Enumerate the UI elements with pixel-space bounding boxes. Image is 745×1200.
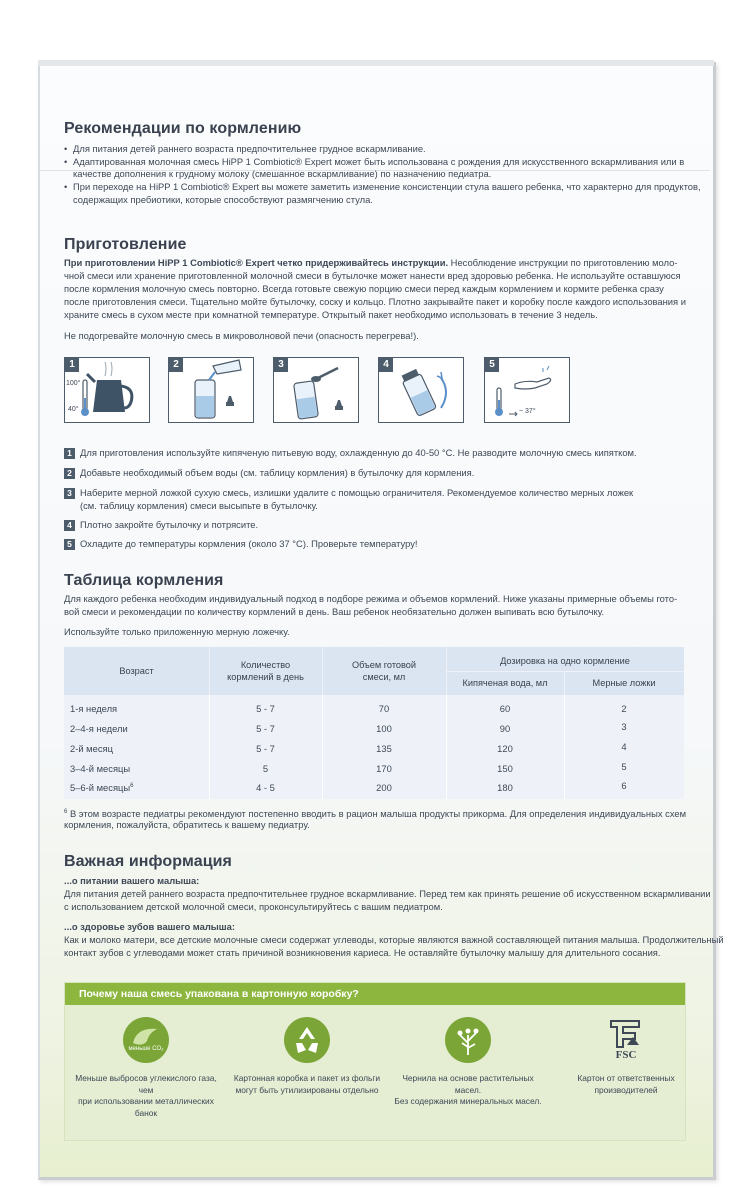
step-instruction-4 <box>64 519 258 532</box>
fsc-icon <box>601 1015 651 1065</box>
preparation-bold-intro: При приготовлении HiPP 1 Combiotic® Expert четко придерживайтесь инструкции. <box>64 257 449 268</box>
header-dosage: Дозировка на одно кормление <box>500 656 630 666</box>
step-icon-4 <box>378 357 464 423</box>
table-footnote-continued: кормления, пожалуйста, обратитесь к вашему педиатру. <box>64 819 310 830</box>
carton-box-panel <box>64 982 686 1141</box>
step-number: 2 <box>64 468 75 479</box>
step-number: 1 <box>65 358 79 372</box>
table-footnote: $^6$ В этом возрасте педиатры рекомендуют постепенно вводить в рацион малыша продукты прикорма. Для определения индивидуальных схем <box>64 808 687 820</box>
step-icon-3 <box>273 357 359 423</box>
step-icon-2 <box>168 357 254 423</box>
preparation-line: после кормления молочную смесь повторно. Всегда готовьте свежую порцию смеси перед каждым кормлением и кормите ребенка сразу <box>64 283 664 294</box>
step-icon-1 <box>64 357 150 423</box>
feeding-table: Возраст Количество кормлений в день Объем готовой смеси, мл Дозировка на одно кормление Кипяченая вода, мл Мерные ложки 1-я неделя 5 - 7 70 60 2 2–4-я недели 5 - 7 100 90 3 2-й месяц 5 - 7 135 120 4 3–4-й месяцы 5 170 150 5 5–6-й месяцы$^6$ 4 - 5 200 180 6 <box>64 647 684 799</box>
step-instruction-1 <box>64 447 637 460</box>
step-number: 4 <box>64 520 75 531</box>
preparation-warning: Не подогревайте молочную смесь в микроволновой печи (опасность перегрева!). <box>64 330 419 341</box>
important-subtitle: ...о здоровье зубов вашего малыша: <box>64 921 235 932</box>
step-text: Добавьте необходимый объем воды (см. таблицу кормления) в бутылочку для кормления. <box>80 467 475 478</box>
caption-recycle: Картонная коробка и пакет из фольги могут быть утилизированы отдельно <box>233 1073 381 1095</box>
plant-icon <box>445 1017 491 1063</box>
important-text: Для питания детей раннего возраста предпочтительнее грудное вскармливание. Перед тем как принять решение об искусственном вскармливании <box>64 888 711 899</box>
step-instruction-2 <box>64 467 474 480</box>
header-age: Возраст <box>119 666 154 676</box>
temp-body-label: ~ 37° <box>519 408 536 415</box>
recommendation-bullet: • Для питания детей раннего возраста предпочтительнее грудное вскармливание. <box>64 143 426 156</box>
header-spoons: Мерные ложки <box>592 678 656 688</box>
co2-icon <box>123 1017 169 1063</box>
preparation-line: чной смеси или хранение приготовленной молочной смеси в бутылочке может нанести вред здоровью ребенка. Не используйте оставшуюся <box>64 270 681 281</box>
step-text-continued: (см. таблицу кормления) смеси высыпьте в бутылочку. <box>80 499 318 511</box>
step-number: 4 <box>379 358 393 372</box>
important-text: с использованием детской молочной смеси, проконсультируйтесь с вашим педиатром. <box>64 901 443 912</box>
step-number: 5 <box>485 358 499 372</box>
step-text: Для приготовления используйте кипяченую питьевую воду, охлажденную до 40-50 °C. Не разводите молочную смесь кипятком. <box>80 447 637 458</box>
recommendations-title: Рекомендации по кормлению <box>64 120 302 137</box>
step-number: 1 <box>64 448 75 459</box>
step-instruction-5 <box>64 538 418 551</box>
important-subtitle: ...о питании вашего малыша: <box>64 875 200 886</box>
step-instruction-3 <box>64 487 633 512</box>
header-count: Количество кормлений в день <box>227 660 304 682</box>
feeding-line: Используйте только приложенную мерную ложечку. <box>64 626 290 637</box>
recommendation-continued: содержащих пребиотики, которые способствуют размягчению стула. <box>73 194 373 205</box>
recycle-icon <box>284 1017 330 1063</box>
panel-title: Почему наша смесь упакована в картонную коробку? <box>79 988 359 1000</box>
step-text: Наберите мерной ложкой сухую смесь, излишки удалите с помощью ограничителя. Рекомендуемое количество мерных ложек <box>80 487 634 498</box>
fsc-label: FSC <box>615 1049 637 1061</box>
step-number: 3 <box>64 488 75 499</box>
panel-header <box>65 983 685 1005</box>
preparation-line: Несоблюдение инструкции по приготовлению моло- <box>450 257 678 268</box>
important-title: Важная информация <box>64 853 232 870</box>
caption-fsc: Картон от ответственных производителей <box>577 1073 675 1095</box>
step-icon-5 <box>484 357 570 423</box>
feeding-title: Таблица кормления <box>64 572 224 589</box>
step-number: 5 <box>64 539 75 550</box>
step-number: 3 <box>274 358 288 372</box>
caption-co2: Меньше выбросов углекислого газа, чем при использовании металлических банок <box>75 1073 217 1118</box>
header-volume: Объем готовой смеси, мл <box>351 660 417 682</box>
recommendation-bullet: • Адаптированная молочная смесь HiPP 1 Combiotic® Expert может быть использована с рождения для искусственного вскармливания или в <box>64 156 684 169</box>
important-text: контакт зубов с углеводами может стать причиной возникновения кариеса. Не оставляйте бутылочку малышу для длительного сосания. <box>64 947 661 958</box>
measure-powder-icon <box>274 358 358 422</box>
feeding-line: вой смеси и рекомендации по количеству кормлений в день. Ваш ребенок необязательно должен выпивать всю бутылочку. <box>64 606 605 617</box>
co2-label: меньше CO₂ <box>128 1046 164 1052</box>
step-number: 2 <box>169 358 183 372</box>
temp-hot-label: 100° <box>66 380 81 387</box>
recommendation-continued: качестве дополнения к грудному молоку (смешанное вскармливание) по назначению педиатра. <box>73 168 492 179</box>
temp-warm-label: 40° <box>68 406 79 413</box>
preparation-intro <box>64 257 694 270</box>
important-text: Как и молоко матери, все детские молочные смеси содержат углеводы, которые являются важной составляющей питания малыша. Продолжительный <box>64 934 724 945</box>
pour-water-icon <box>169 358 253 422</box>
recommendation-bullet: • При переходе на HiPP 1 Combiotic® Expert вы можете заметить изменение консистенции стула вашего ребенка, что характерно для продуктов, <box>64 181 701 194</box>
caption-ink: Чернила на основе растительных масел. Без содержания минеральных масел. <box>394 1073 542 1106</box>
step-text: Охладите до температуры кормления (около 37 °C). Проверьте температуру! <box>80 538 418 549</box>
header-water: Кипяченая вода, мл <box>462 678 548 688</box>
feeding-line: Для каждого ребенка необходим индивидуальный подход в подборе режима и объемов кормлений. Ниже указаны примерные объемы гото- <box>64 593 678 604</box>
preparation-line: после приготовления смеси. Тщательно мойте бутылочку, соску и кольцо. Плотно закрывайте пакет и коробку после каждого использования и <box>64 296 686 307</box>
shake-bottle-icon <box>379 358 463 422</box>
package-flap <box>38 60 714 66</box>
step-text: Плотно закройте бутылочку и потрясите. <box>80 519 259 530</box>
preparation-line: храните смесь в сухом месте при комнатной температуре. Открытый пакет необходимо использовать в течение 3 недель. <box>64 309 598 320</box>
preparation-title: Приготовление <box>64 236 187 253</box>
